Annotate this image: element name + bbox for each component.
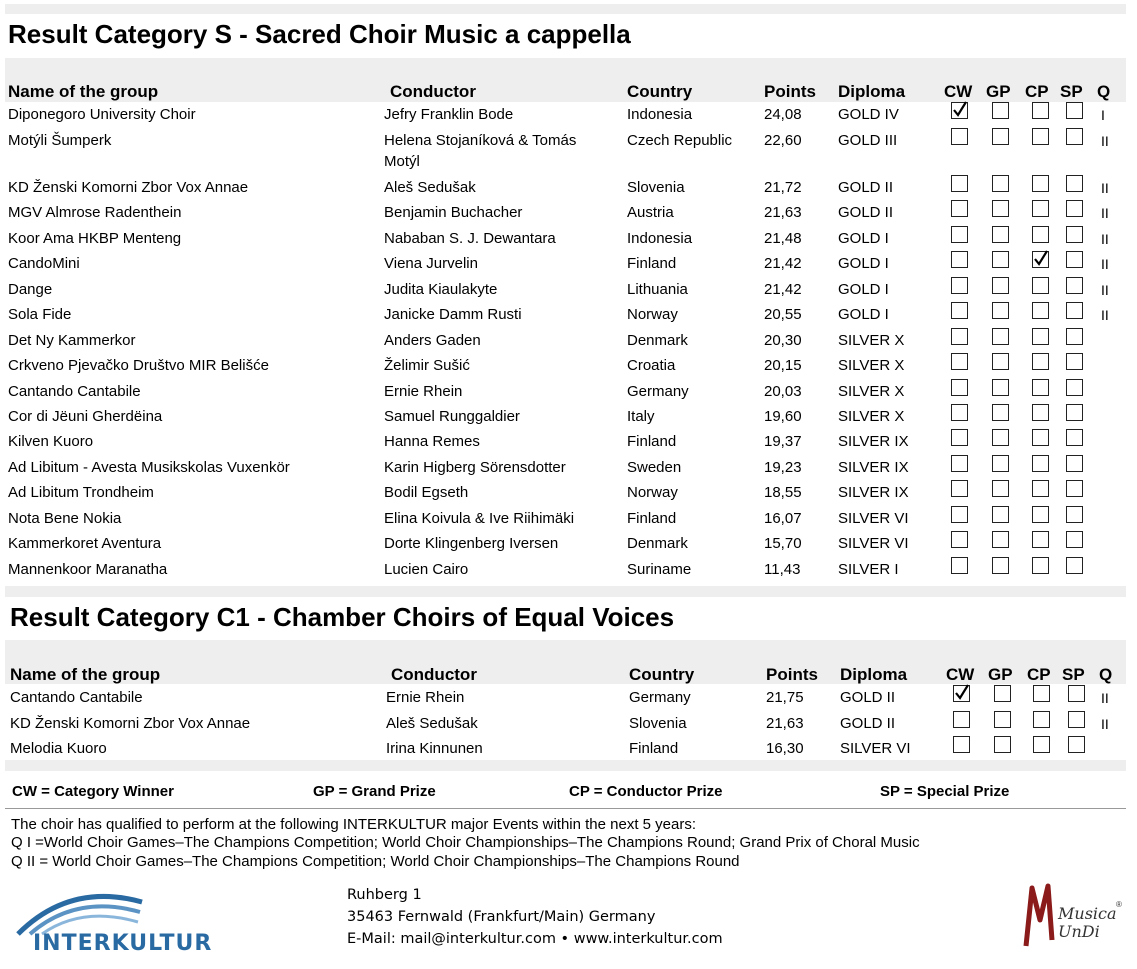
checkbox-sp[interactable] bbox=[1066, 379, 1083, 396]
checkbox-gp[interactable] bbox=[994, 685, 1011, 702]
checkbox-gp[interactable] bbox=[994, 711, 1011, 728]
legend-band bbox=[5, 760, 1126, 771]
checkbox-cw[interactable] bbox=[951, 404, 968, 421]
legend-gp: GP = Grand Prize bbox=[313, 783, 436, 800]
cell-name: Kilven Kuoro bbox=[8, 433, 94, 450]
cell-name: Diponegoro University Choir bbox=[8, 106, 196, 123]
checkbox-cw[interactable] bbox=[953, 711, 970, 728]
header-gp: GP bbox=[986, 82, 1011, 101]
cell-q: II bbox=[1101, 180, 1109, 196]
checkbox-cp[interactable] bbox=[1032, 128, 1049, 145]
cell-diploma: GOLD IV bbox=[838, 106, 899, 123]
cell-diploma: SILVER X bbox=[838, 332, 905, 349]
cell-conductor: Samuel Runggaldier bbox=[384, 408, 520, 425]
cell-diploma: GOLD I bbox=[838, 255, 889, 272]
cell-conductor: Ernie Rhein bbox=[386, 689, 465, 706]
cell-conductor: Elina Koivula & Ive Riihimäki bbox=[384, 510, 575, 527]
qualification-q2: Q II = World Choir Games–The Champions Competition; World Choir Championships–The Champions Round bbox=[11, 853, 740, 870]
cell-name: CandoMini bbox=[8, 255, 80, 272]
header-cp: CP bbox=[1025, 82, 1049, 101]
cell-country: Germany bbox=[629, 689, 691, 706]
cell-name: Dange bbox=[8, 281, 53, 298]
checkbox-cp[interactable] bbox=[1032, 455, 1049, 472]
checkbox-cp[interactable] bbox=[1033, 685, 1050, 702]
cell-conductor: Jefry Franklin Bode bbox=[384, 106, 514, 123]
cell-points: 21,72 bbox=[764, 179, 802, 196]
checkbox-gp[interactable] bbox=[992, 455, 1009, 472]
header-country: Country bbox=[629, 665, 695, 684]
cell-country: Croatia bbox=[627, 357, 676, 374]
checkbox-cp[interactable] bbox=[1032, 102, 1049, 119]
checkbox-cw[interactable] bbox=[951, 429, 968, 446]
cell-name: Cor di Jëuni Gherdëina bbox=[8, 408, 163, 425]
checkbox-cp[interactable] bbox=[1033, 736, 1050, 753]
musica-mundi-m-icon bbox=[1020, 880, 1060, 950]
checkbox-cp[interactable] bbox=[1032, 404, 1049, 421]
legend-sp: SP = Special Prize bbox=[880, 783, 1010, 800]
checkbox-cp[interactable] bbox=[1032, 226, 1049, 243]
cell-diploma: SILVER VI bbox=[840, 740, 911, 757]
cell-conductor: Janicke Damm Rusti bbox=[384, 306, 522, 323]
cell-name: Ad Libitum - Avesta Musikskolas Vuxenkör bbox=[8, 459, 290, 476]
cell-diploma: GOLD III bbox=[838, 132, 898, 149]
header-q: Q bbox=[1097, 82, 1111, 101]
header-diploma: Diploma bbox=[838, 82, 906, 101]
cell-name: Cantando Cantabile bbox=[8, 383, 141, 400]
checkbox-sp[interactable] bbox=[1066, 200, 1083, 217]
cell-country: Slovenia bbox=[629, 715, 687, 732]
section-c1-title: Result Category C1 - Chamber Choirs of Equal Voices bbox=[10, 602, 675, 632]
checkbox-sp[interactable] bbox=[1066, 404, 1083, 421]
cell-conductor: Želimir Sušić bbox=[384, 357, 470, 374]
header-name: Name of the group bbox=[10, 665, 161, 684]
checkbox-sp[interactable] bbox=[1068, 711, 1085, 728]
cell-country: Czech Republic bbox=[627, 132, 733, 149]
checkbox-cw[interactable] bbox=[951, 328, 968, 345]
address-street: Ruhberg 1 bbox=[347, 887, 422, 903]
cell-points: 22,60 bbox=[764, 132, 802, 149]
header-q: Q bbox=[1099, 665, 1113, 684]
cell-points: 20,55 bbox=[764, 306, 802, 323]
checkbox-sp[interactable] bbox=[1066, 328, 1083, 345]
cell-name: KD Ženski Komorni Zbor Vox Annae bbox=[8, 179, 249, 196]
cell-country: Norway bbox=[627, 306, 678, 323]
cell-conductor: Bodil Egseth bbox=[384, 484, 469, 501]
cell-name: Mannenkoor Maranatha bbox=[8, 561, 168, 578]
header-sp: SP bbox=[1062, 665, 1085, 684]
cell-country: Indonesia bbox=[627, 106, 693, 123]
checkbox-gp[interactable] bbox=[992, 429, 1009, 446]
checkbox-cw[interactable] bbox=[951, 480, 968, 497]
cell-conductor: Lucien Cairo bbox=[384, 561, 469, 578]
cell-q: II bbox=[1101, 256, 1109, 272]
address-city: 35463 Fernwald (Frankfurt/Main) Germany bbox=[347, 909, 656, 925]
cell-country: Slovenia bbox=[627, 179, 685, 196]
checkbox-cp[interactable] bbox=[1032, 353, 1049, 370]
checkbox-cw[interactable] bbox=[951, 102, 968, 119]
checkbox-gp[interactable] bbox=[992, 531, 1009, 548]
checkbox-cw[interactable] bbox=[951, 379, 968, 396]
cell-name: Det Ny Kammerkor bbox=[8, 332, 136, 349]
checkbox-cw[interactable] bbox=[953, 685, 970, 702]
cell-points: 21,63 bbox=[764, 204, 802, 221]
interkultur-arc-icon bbox=[10, 880, 190, 936]
checkbox-gp[interactable] bbox=[992, 128, 1009, 145]
header-points: Points bbox=[766, 665, 818, 684]
cell-diploma: GOLD II bbox=[838, 179, 894, 196]
cell-name: Koor Ama HKBP Menteng bbox=[8, 230, 182, 247]
cell-points: 21,75 bbox=[766, 689, 804, 706]
checkbox-cp[interactable] bbox=[1032, 175, 1049, 192]
legend-cw: CW = Category Winner bbox=[12, 783, 174, 800]
checkbox-cp[interactable] bbox=[1032, 277, 1049, 294]
checkbox-cw[interactable] bbox=[951, 251, 968, 268]
cell-conductor: Helena Stojaníková & Tomás Motýl bbox=[384, 132, 577, 170]
checkbox-cp[interactable] bbox=[1032, 302, 1049, 319]
checkmark-icon bbox=[954, 683, 970, 701]
checkbox-sp[interactable] bbox=[1066, 175, 1083, 192]
cell-points: 21,63 bbox=[766, 715, 804, 732]
cell-country: Sweden bbox=[627, 459, 682, 476]
cell-conductor: Hanna Remes bbox=[384, 433, 480, 450]
cell-country: Lithuania bbox=[627, 281, 688, 298]
checkbox-sp[interactable] bbox=[1068, 685, 1085, 702]
checkbox-gp[interactable] bbox=[992, 557, 1009, 574]
interkultur-logo-text: INTERKULTUR bbox=[33, 931, 213, 956]
cell-points: 20,30 bbox=[764, 332, 802, 349]
checkbox-sp[interactable] bbox=[1066, 429, 1083, 446]
cell-diploma: SILVER X bbox=[838, 383, 905, 400]
checkbox-sp[interactable] bbox=[1066, 353, 1083, 370]
cell-conductor: Judita Kiaulakyte bbox=[384, 281, 498, 298]
cell-points: 11,43 bbox=[764, 561, 801, 578]
cell-name: Melodia Kuoro bbox=[10, 740, 107, 757]
cell-diploma: SILVER IX bbox=[838, 459, 909, 476]
cell-country: Indonesia bbox=[627, 230, 693, 247]
header-conductor: Conductor bbox=[391, 665, 477, 684]
checkbox-sp[interactable] bbox=[1066, 302, 1083, 319]
cell-conductor: Irina Kinnunen bbox=[386, 740, 483, 757]
checkbox-gp[interactable] bbox=[992, 480, 1009, 497]
checkbox-sp[interactable] bbox=[1066, 557, 1083, 574]
cell-diploma: GOLD I bbox=[838, 281, 889, 298]
cell-conductor: Ernie Rhein bbox=[384, 383, 463, 400]
cell-diploma: GOLD I bbox=[838, 230, 889, 247]
header-sp: SP bbox=[1060, 82, 1083, 101]
checkbox-sp[interactable] bbox=[1066, 455, 1083, 472]
checkbox-gp[interactable] bbox=[992, 328, 1009, 345]
checkbox-gp[interactable] bbox=[994, 736, 1011, 753]
checkbox-cp[interactable] bbox=[1032, 328, 1049, 345]
cell-conductor: Nababan S. J. Dewantara bbox=[384, 230, 556, 247]
cell-conductor: Karin Higberg Sörensdotter bbox=[384, 459, 566, 476]
cell-conductor: Aleš Sedušak bbox=[386, 715, 478, 732]
header-points: Points bbox=[764, 82, 816, 101]
checkbox-cw[interactable] bbox=[951, 226, 968, 243]
section-s-title: Result Category S - Sacred Choir Music a cappella bbox=[8, 19, 631, 49]
cell-diploma: SILVER I bbox=[838, 561, 899, 578]
checkbox-cw[interactable] bbox=[951, 455, 968, 472]
section-s-title-band bbox=[5, 4, 1126, 14]
checkbox-gp[interactable] bbox=[992, 353, 1009, 370]
qualification-intro: The choir has qualified to perform at the following INTERKULTUR major Events within the next 5 years: bbox=[11, 816, 697, 833]
checkbox-gp[interactable] bbox=[992, 404, 1009, 421]
cell-name: MGV Almrose Radenthein bbox=[8, 204, 182, 221]
cell-diploma: GOLD II bbox=[838, 204, 894, 221]
cell-name: Sola Fide bbox=[8, 306, 72, 323]
header-conductor: Conductor bbox=[390, 82, 476, 101]
cell-points: 21,42 bbox=[764, 281, 802, 298]
musica-text: Musica bbox=[1058, 904, 1117, 923]
checkbox-sp[interactable] bbox=[1066, 480, 1083, 497]
cell-points: 21,42 bbox=[764, 255, 802, 272]
cell-diploma: GOLD II bbox=[840, 689, 896, 706]
cell-points: 20,03 bbox=[764, 383, 802, 400]
checkbox-sp[interactable] bbox=[1068, 736, 1085, 753]
checkbox-cw[interactable] bbox=[951, 128, 968, 145]
checkbox-cw[interactable] bbox=[951, 200, 968, 217]
checkbox-cp[interactable] bbox=[1032, 429, 1049, 446]
cell-diploma: SILVER X bbox=[838, 357, 905, 374]
checkbox-cw[interactable] bbox=[953, 736, 970, 753]
legend-divider bbox=[5, 808, 1126, 809]
header-diploma: Diploma bbox=[840, 665, 908, 684]
cell-conductor: Dorte Klingenberg Iversen bbox=[384, 535, 559, 552]
qualification-q1: Q I =World Choir Games–The Champions Competition; World Choir Championships–The Champions Round; Grand Prix of Choral Music bbox=[11, 834, 920, 851]
cell-country: Finland bbox=[627, 255, 677, 272]
cell-q: I bbox=[1101, 107, 1105, 123]
cell-name: Crkveno Pjevačko Društvo MIR Belišće bbox=[8, 357, 269, 374]
checkbox-gp[interactable] bbox=[992, 277, 1009, 294]
checkbox-cp[interactable] bbox=[1032, 480, 1049, 497]
cell-points: 16,07 bbox=[764, 510, 802, 527]
cell-name: Nota Bene Nokia bbox=[8, 510, 122, 527]
checkbox-cp[interactable] bbox=[1032, 531, 1049, 548]
checkbox-gp[interactable] bbox=[992, 379, 1009, 396]
cell-points: 15,70 bbox=[764, 535, 802, 552]
cell-name: Ad Libitum Trondheim bbox=[8, 484, 154, 501]
checkbox-gp[interactable] bbox=[992, 302, 1009, 319]
cell-q: II bbox=[1101, 282, 1109, 298]
undi-text: UnDi bbox=[1058, 922, 1100, 941]
cell-points: 16,30 bbox=[766, 740, 804, 757]
cell-points: 19,37 bbox=[764, 433, 802, 450]
cell-country: Finland bbox=[629, 740, 679, 757]
checkbox-sp[interactable] bbox=[1066, 277, 1083, 294]
registered-mark: ® bbox=[1116, 900, 1122, 909]
cell-conductor: Anders Gaden bbox=[384, 332, 481, 349]
checkbox-gp[interactable] bbox=[992, 251, 1009, 268]
cell-points: 18,55 bbox=[764, 484, 802, 501]
checkbox-sp[interactable] bbox=[1066, 102, 1083, 119]
checkbox-gp[interactable] bbox=[992, 506, 1009, 523]
cell-q: II bbox=[1101, 231, 1109, 247]
cell-name: Kammerkoret Aventura bbox=[8, 535, 162, 552]
checkbox-cw[interactable] bbox=[951, 277, 968, 294]
cell-q: II bbox=[1101, 690, 1109, 706]
checkbox-gp[interactable] bbox=[992, 226, 1009, 243]
cell-points: 24,08 bbox=[764, 106, 802, 123]
checkbox-cw[interactable] bbox=[951, 531, 968, 548]
checkbox-cp[interactable] bbox=[1032, 506, 1049, 523]
checkbox-gp[interactable] bbox=[992, 175, 1009, 192]
checkbox-cp[interactable] bbox=[1032, 251, 1049, 268]
checkbox-sp[interactable] bbox=[1066, 251, 1083, 268]
checkbox-cw[interactable] bbox=[951, 175, 968, 192]
cell-points: 19,60 bbox=[764, 408, 802, 425]
checkbox-sp[interactable] bbox=[1066, 226, 1083, 243]
header-country: Country bbox=[627, 82, 693, 101]
checkmark-icon bbox=[1033, 249, 1049, 267]
cell-diploma: GOLD II bbox=[840, 715, 896, 732]
cell-country: Austria bbox=[627, 204, 674, 221]
checkbox-sp[interactable] bbox=[1066, 531, 1083, 548]
checkbox-cw[interactable] bbox=[951, 302, 968, 319]
cell-country: Finland bbox=[627, 510, 677, 527]
checkbox-gp[interactable] bbox=[992, 200, 1009, 217]
header-cp: CP bbox=[1027, 665, 1051, 684]
cell-country: Finland bbox=[627, 433, 677, 450]
checkmark-icon bbox=[952, 100, 968, 118]
cell-q: II bbox=[1101, 716, 1109, 732]
cell-country: Denmark bbox=[627, 535, 688, 552]
header-gp: GP bbox=[988, 665, 1013, 684]
checkbox-cp[interactable] bbox=[1032, 557, 1049, 574]
cell-diploma: SILVER VI bbox=[838, 535, 909, 552]
cell-diploma: SILVER IX bbox=[838, 433, 909, 450]
checkbox-cw[interactable] bbox=[951, 506, 968, 523]
cell-points: 20,15 bbox=[764, 357, 802, 374]
cell-country: Norway bbox=[627, 484, 678, 501]
cell-conductor: Aleš Sedušak bbox=[384, 179, 476, 196]
cell-q: II bbox=[1101, 133, 1109, 149]
checkbox-cw[interactable] bbox=[951, 353, 968, 370]
header-cw: CW bbox=[944, 82, 973, 101]
header-name: Name of the group bbox=[8, 82, 159, 101]
cell-country: Germany bbox=[627, 383, 689, 400]
cell-name: Cantando Cantabile bbox=[10, 689, 143, 706]
section-c1-title-band bbox=[5, 586, 1126, 597]
address-contact: E-Mail: mail@interkultur.com • www.interkultur.com bbox=[347, 931, 723, 947]
checkbox-sp[interactable] bbox=[1066, 506, 1083, 523]
checkbox-gp[interactable] bbox=[992, 102, 1009, 119]
cell-country: Denmark bbox=[627, 332, 688, 349]
cell-points: 19,23 bbox=[764, 459, 802, 476]
checkbox-cp[interactable] bbox=[1032, 200, 1049, 217]
cell-country: Suriname bbox=[627, 561, 692, 578]
cell-q: II bbox=[1101, 307, 1109, 323]
cell-diploma: SILVER IX bbox=[838, 484, 909, 501]
checkbox-cp[interactable] bbox=[1033, 711, 1050, 728]
checkbox-sp[interactable] bbox=[1066, 128, 1083, 145]
cell-name: KD Ženski Komorni Zbor Vox Annae bbox=[10, 715, 251, 732]
legend-cp: CP = Conductor Prize bbox=[569, 783, 723, 800]
cell-diploma: GOLD I bbox=[838, 306, 889, 323]
cell-diploma: SILVER X bbox=[838, 408, 905, 425]
cell-conductor: Viena Jurvelin bbox=[384, 255, 478, 272]
header-cw: CW bbox=[946, 665, 975, 684]
cell-name: Motýli Šumperk bbox=[8, 132, 112, 149]
checkbox-cp[interactable] bbox=[1032, 379, 1049, 396]
cell-diploma: SILVER VI bbox=[838, 510, 909, 527]
cell-conductor: Benjamin Buchacher bbox=[384, 204, 523, 221]
checkbox-cw[interactable] bbox=[951, 557, 968, 574]
cell-points: 21,48 bbox=[764, 230, 802, 247]
cell-q: II bbox=[1101, 205, 1109, 221]
cell-country: Italy bbox=[627, 408, 655, 425]
